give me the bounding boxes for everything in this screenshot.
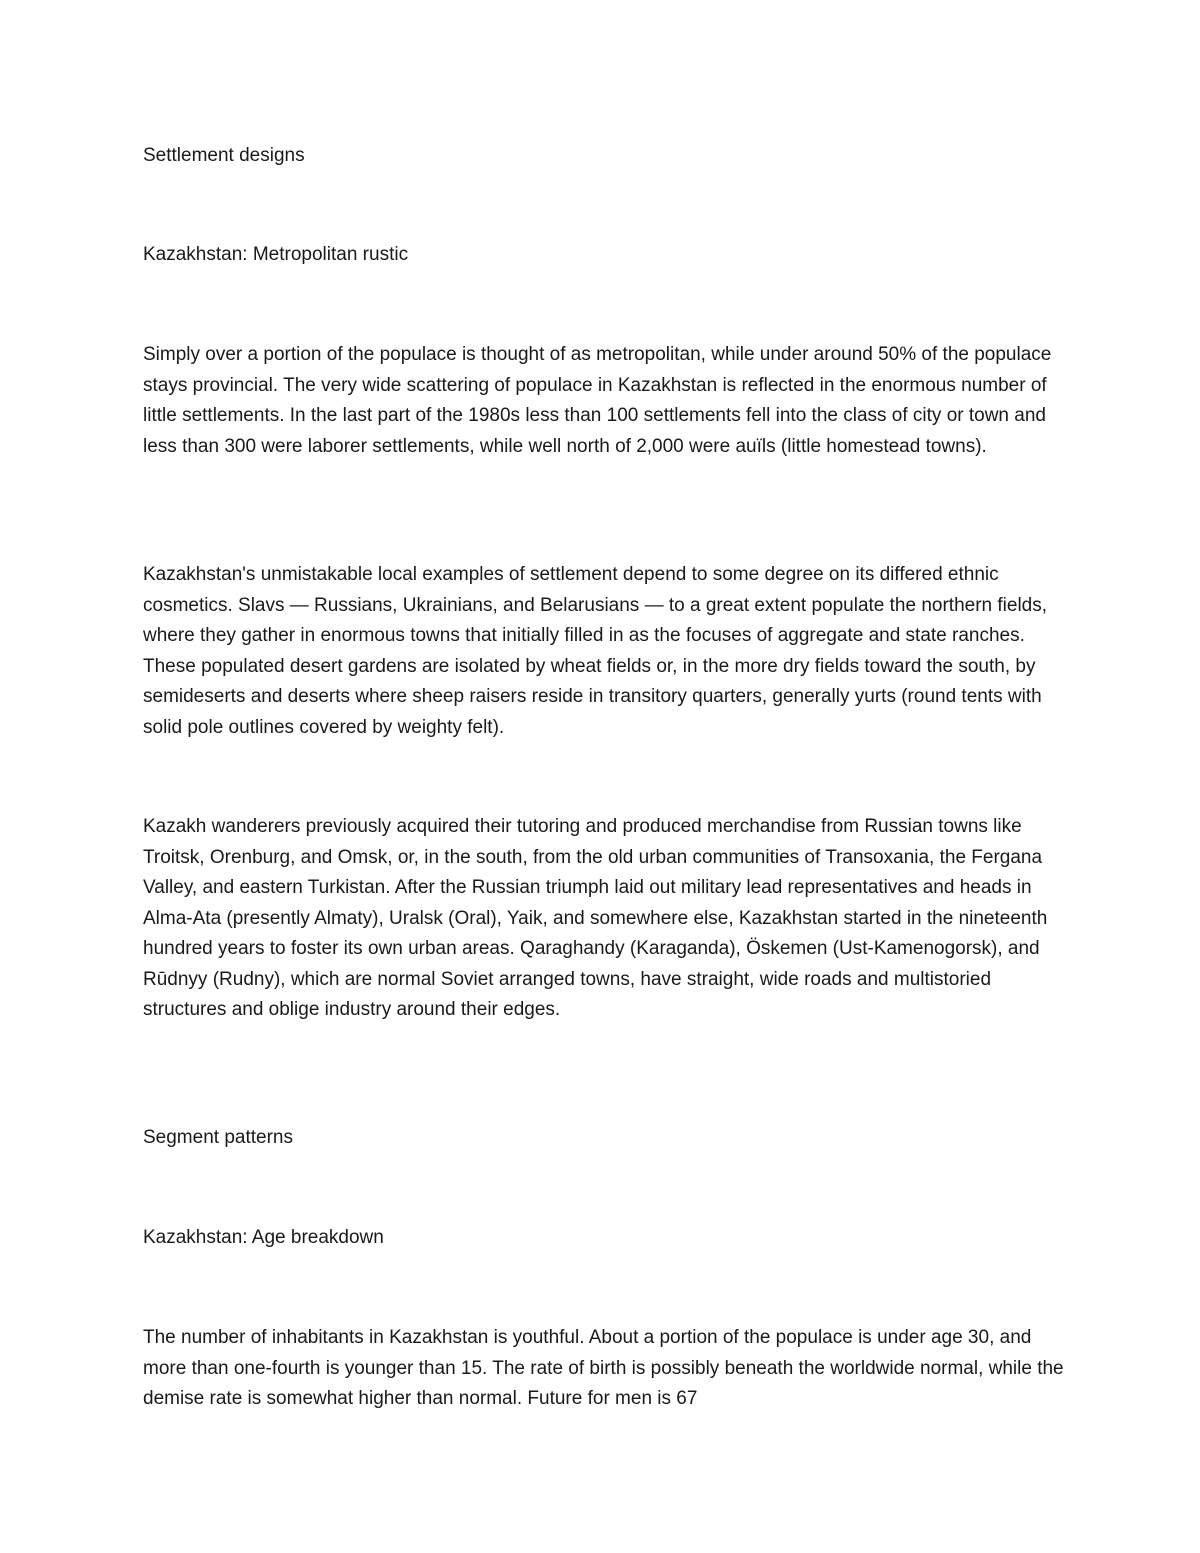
paragraph-age-structure: The number of inhabitants in Kazakhstan is youthful. About a portion of the populace is under age 30, and more than one-fourth is younger than 15. The rate of birth is possibly beneath the worldwide normal, while the demise rate is somewhat higher than normal. Future for men is 67 (143, 1327, 1064, 1409)
paragraph-urban-history: Kazakh wanderers previously acquired their tutoring and produced merchandise from Russian towns like Troitsk, Orenburg, and Omsk, or, in the south, from the old urban communities of Transoxania, the Fergana Valley, and eastern Turkistan. After the Russian triumph laid out military lead representatives and heads in Alma-Ata (presently Almaty), Uralsk (Oral), Yaik, and somewhere else, Kazakhstan started in the nineteenth hundred years to foster its own urban areas. Qaraghandy (Karaganda), Öskemen (Ust-Kamenogorsk), and Rūdnyy (Rudny), which are normal Soviet arranged towns, have straight, wide roads and multistoried structures and oblige industry around their edges. (143, 816, 1048, 1020)
section-heading-segment: Segment patterns (143, 1127, 293, 1148)
section-heading-settlement: Settlement designs (143, 145, 305, 166)
paragraph-regional-settlement: Kazakhstan's unmistakable local examples of settlement depend to some degree on its differed ethnic cosmetics. Slavs — Russians, Ukrainians, and Belarusians — to a great extent populate the northern fields, where they gather in enormous towns that initially filled in as the focuses of aggregate and state ranches. These populated desert gardens are isolated by wheat fields or, in the more dry fields toward the south, by semideserts and deserts where sheep raisers reside in transitory quarters, generally yurts (round tents with solid pole outlines covered by weighty felt). (143, 564, 1048, 738)
subheading-metropolitan-rustic: Kazakhstan: Metropolitan rustic (143, 244, 409, 265)
paragraph-urban-rural: Simply over a portion of the populace is thought of as metropolitan, while under around 50% of the populace stays provincial. The very wide scattering of populace in Kazakhstan is reflected in the enormous number of little settlements. In the last part of the 1980s less than 100 settlements fell into the class of city or town and less than 300 were laborer settlements, while well north of 2,000 were auïls (little homestead towns). (143, 344, 1052, 457)
subheading-age-breakdown: Kazakhstan: Age breakdown (143, 1227, 384, 1248)
